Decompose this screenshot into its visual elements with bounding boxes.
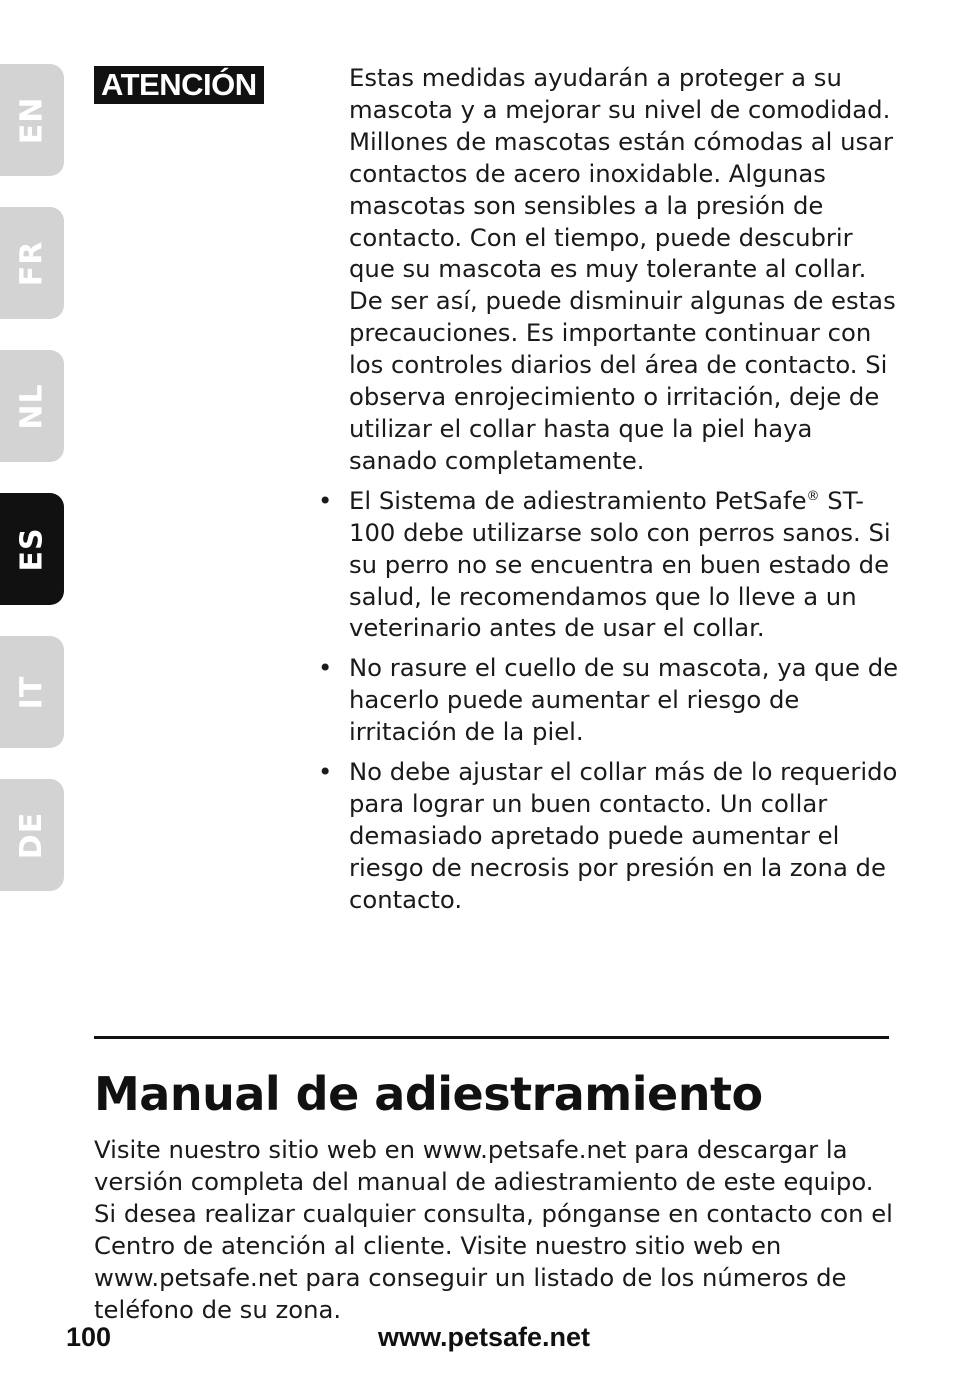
bullet-text-1a: El Sistema de adiestramiento PetSafe bbox=[349, 485, 807, 515]
section-body: Visite nuestro sitio web en www.petsafe.net para descargar la versión completa del manual de adiestramiento de este equipo. Si desea realizar cualquier consulta, pónganse en contacto con el Centro de atención al cliente. Visite nuestro sitio web en www.petsafe.net para conseguir un listado de los números de teléfono de su zona. bbox=[94, 1135, 893, 1324]
tab-de-label: DE bbox=[14, 811, 50, 859]
tab-it-label: IT bbox=[14, 675, 50, 709]
warning-list bbox=[318, 485, 899, 916]
bullet-text-1b: ST-100 debe utilizarse solo con perros sanos. Si su perro no se encuentra en buen estado de salud, le recomendamos que lo lleve a un veterinario antes de usar el collar. bbox=[349, 485, 891, 643]
warning-label: ATENCIÓN bbox=[94, 66, 264, 104]
tab-de[interactable] bbox=[0, 779, 64, 891]
list-item bbox=[318, 485, 899, 645]
list-item bbox=[318, 652, 899, 748]
tab-it[interactable] bbox=[0, 636, 64, 748]
tab-fr-label: FR bbox=[14, 240, 50, 286]
bullet-text-3: No debe ajustar el collar más de lo requerido para lograr un buen contacto. Un collar demasiado apretado puede aumentar el riesgo de necrosis por presión en la zona de contacto. bbox=[349, 757, 898, 914]
bullet-dot: • bbox=[318, 485, 333, 515]
warning-body bbox=[318, 62, 899, 924]
tab-nl-label: NL bbox=[14, 382, 50, 430]
bullet-text-2: No rasure el cuello de su mascota, ya que de hacerlo puede aumentar el riesgo de irritación de la piel. bbox=[349, 653, 899, 747]
section-divider bbox=[94, 1036, 889, 1039]
section-title: Manual de adiestramiento bbox=[94, 1067, 763, 1121]
bullet-dot: • bbox=[318, 757, 333, 787]
tab-en[interactable] bbox=[0, 64, 64, 176]
tab-en-label: EN bbox=[14, 96, 50, 144]
tab-fr[interactable] bbox=[0, 207, 64, 319]
tab-es-label: ES bbox=[14, 526, 50, 572]
registered-mark: ® bbox=[806, 488, 820, 504]
warning-intro: Estas medidas ayudarán a proteger a su mascota y a mejorar su nivel de comodidad. Millones de mascotas están cómodas al usar contactos de acero inoxidable. Algunas mascotas son sensibles a la presión de contacto. Con el tiempo, puede descubrir que su mascota es muy tolerante al collar. De ser así, puede disminuir algunas de estas precauciones. Es importante continuar con los controles diarios del área de contacto. Si observa enrojecimiento o irritación, deje de utilizar el collar hasta que la piel haya sanado completamente. bbox=[349, 63, 896, 475]
tab-es[interactable] bbox=[0, 493, 64, 605]
list-item bbox=[318, 756, 899, 916]
footer-url: www.petsafe.net bbox=[378, 1322, 591, 1352]
page-number: 100 bbox=[66, 1322, 112, 1352]
bullet-dot: • bbox=[318, 653, 333, 683]
language-tabs bbox=[0, 0, 64, 1400]
tab-nl[interactable] bbox=[0, 350, 64, 462]
